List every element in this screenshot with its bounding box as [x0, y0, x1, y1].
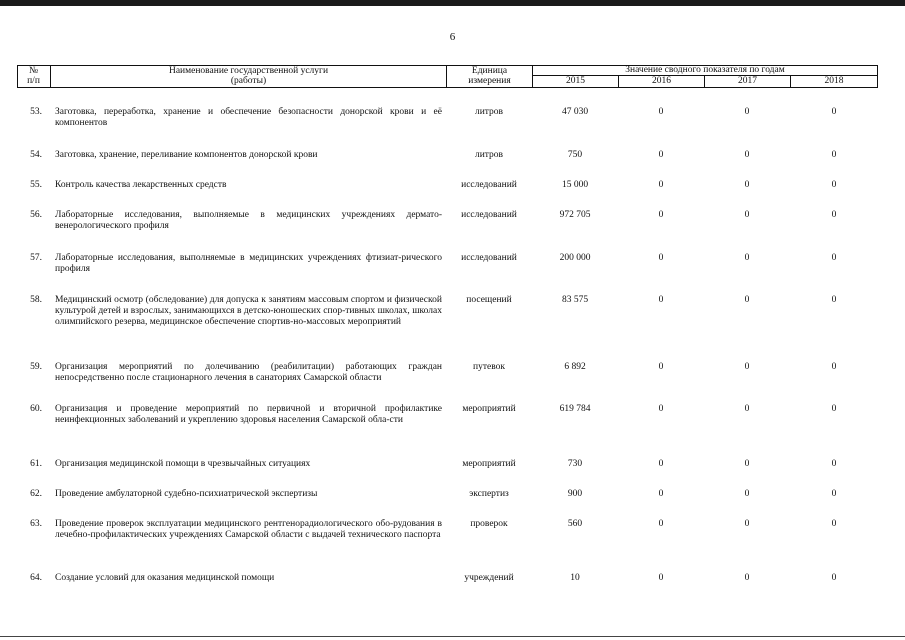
service-name: Лабораторные исследования, выполняемые в медицинских учреждениях фтизиат-рического профиля — [55, 253, 442, 274]
value-2017: 0 — [744, 362, 750, 372]
value-2016: 0 — [658, 295, 664, 305]
row-number: 63. — [30, 519, 42, 529]
unit: литров — [474, 107, 504, 117]
row-number: 59. — [30, 362, 42, 372]
service-name: Лабораторные исследования, выполняемые в медицинских учреждениях дермато-венерологического профиля — [55, 210, 442, 231]
value-2017: 0 — [744, 489, 750, 499]
value-2018: 0 — [831, 573, 837, 583]
header-year-2017: 2017 — [738, 76, 757, 86]
value-2015: 15 000 — [561, 180, 589, 190]
value-2017: 0 — [744, 107, 750, 117]
value-2016: 0 — [658, 210, 664, 220]
value-2015: 900 — [567, 489, 583, 499]
service-name: Организация медицинской помощи в чрезвычайных ситуациях — [55, 459, 311, 469]
value-2016: 0 — [658, 489, 664, 499]
value-2015: 6 892 — [564, 362, 586, 372]
value-2015: 619 784 — [559, 404, 591, 414]
unit: исследований — [461, 210, 517, 220]
scan-bottom-border — [0, 636, 905, 637]
value-2017: 0 — [744, 210, 750, 220]
row-number: 55. — [30, 180, 42, 190]
value-2015: 750 — [567, 150, 583, 160]
value-2016: 0 — [658, 404, 664, 414]
row-number: 53. — [30, 107, 42, 117]
row-number: 61. — [30, 459, 42, 469]
unit: мероприятий — [462, 404, 516, 414]
header-unit: Единица измерения — [468, 66, 511, 86]
header-value-group: Значение сводного показателя по годам — [625, 65, 785, 75]
row-number: 56. — [30, 210, 42, 220]
value-2018: 0 — [831, 519, 837, 529]
unit: посещений — [466, 295, 512, 305]
unit: исследований — [461, 180, 517, 190]
header-num: № п/п — [27, 66, 40, 86]
header-year-2016: 2016 — [652, 76, 671, 86]
value-2016: 0 — [658, 107, 664, 117]
value-2018: 0 — [831, 295, 837, 305]
service-name: Проведение проверок эксплуатации медицинского рентгенорадиологического обо-рудования в лечебно-профилактических учреждениях Самарской области с выдачей технического паспорта — [55, 519, 442, 540]
row-number: 54. — [30, 150, 42, 160]
row-number: 62. — [30, 489, 42, 499]
service-name: Заготовка, хранение, переливание компонентов донорской крови — [55, 150, 318, 160]
service-name: Организация мероприятий по долечиванию (реабилитации) работающих граждан непосредственно после стационарного лечения в санаториях Самарской области — [55, 362, 442, 383]
value-2015: 10 — [570, 573, 580, 583]
value-2016: 0 — [658, 519, 664, 529]
row-number: 60. — [30, 404, 42, 414]
value-2016: 0 — [658, 362, 664, 372]
value-2018: 0 — [831, 253, 837, 263]
value-2018: 0 — [831, 107, 837, 117]
service-name: Организация и проведение мероприятий по первичной и вторичной профилактике неинфекционных заболеваний и укреплению здоровья населения Самарской обла-сти — [55, 404, 442, 425]
value-2015: 200 000 — [559, 253, 591, 263]
header-year-2015: 2015 — [566, 76, 585, 86]
value-2018: 0 — [831, 150, 837, 160]
value-2016: 0 — [658, 150, 664, 160]
unit: учреждений — [464, 573, 514, 583]
row-number: 57. — [30, 253, 42, 263]
service-name: Создание условий для оказания медицинской помощи — [55, 573, 275, 583]
header-year-2018: 2018 — [824, 76, 844, 86]
value-2016: 0 — [658, 459, 664, 469]
service-name: Проведение амбулаторной судебно-психиатрической экспертизы — [55, 489, 318, 499]
unit: путевок — [473, 362, 505, 372]
value-2018: 0 — [831, 459, 837, 469]
unit: проверок — [470, 519, 508, 529]
service-name: Заготовка, переработка, хранение и обеспечение безопасности донорской крови и её компонентов — [55, 107, 442, 128]
value-2017: 0 — [744, 295, 750, 305]
value-2015: 972 705 — [559, 210, 591, 220]
value-2015: 83 575 — [561, 295, 589, 305]
value-2017: 0 — [744, 404, 750, 414]
service-name: Медицинский осмотр (обследование) для допуска к занятиям массовым спортом и физической культурой детей и взрослых, занимающихся в детско-юношеских спор-тивных школах, школах олимпийского резерва, медицинское обеспечение спортив-но-массовых мероприятий — [55, 295, 442, 327]
value-2018: 0 — [831, 404, 837, 414]
unit: экспертиз — [469, 489, 509, 499]
row-number: 64. — [30, 573, 42, 583]
value-2017: 0 — [744, 519, 750, 529]
value-2017: 0 — [744, 459, 750, 469]
value-2016: 0 — [658, 253, 664, 263]
page-number: 6 — [449, 31, 456, 43]
value-2017: 0 — [744, 573, 750, 583]
value-2017: 0 — [744, 253, 750, 263]
value-2018: 0 — [831, 489, 837, 499]
row-number: 58. — [30, 295, 42, 305]
value-2015: 47 030 — [561, 107, 589, 117]
value-2017: 0 — [744, 150, 750, 160]
unit: исследований — [461, 253, 517, 263]
value-2017: 0 — [744, 180, 750, 190]
unit: литров — [474, 150, 504, 160]
value-2018: 0 — [831, 362, 837, 372]
value-2016: 0 — [658, 180, 664, 190]
value-2015: 560 — [567, 519, 583, 529]
value-2015: 730 — [567, 459, 583, 469]
value-2016: 0 — [658, 573, 664, 583]
value-2018: 0 — [831, 210, 837, 220]
service-name: Контроль качества лекарственных средств — [55, 180, 227, 190]
unit: мероприятий — [462, 459, 516, 469]
header-name: Наименование государственной услуги (работы) — [168, 66, 329, 86]
value-2018: 0 — [831, 180, 837, 190]
